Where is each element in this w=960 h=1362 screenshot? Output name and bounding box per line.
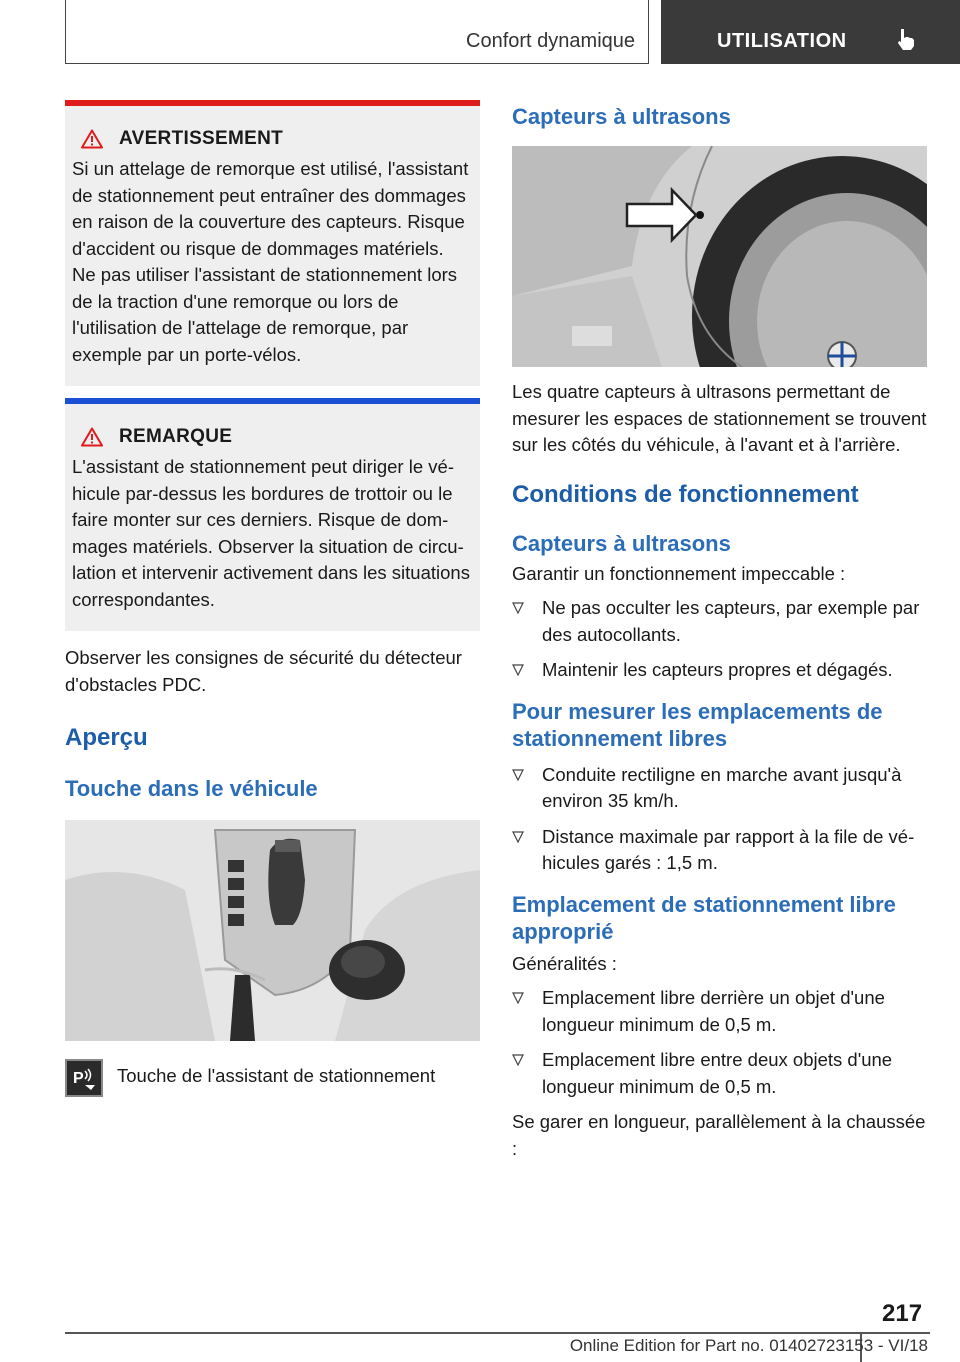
header-chapter-label: UTILISATION (717, 30, 847, 52)
pdc-safety-note: Observer les consignes de sécurité du détecteur d'obstacles PDC. (65, 647, 462, 695)
garer-text: Se garer en longueur, parallèlement à la chaussée : (512, 1111, 926, 1159)
list-item: Emplacement libre derrière un objet d'une longueur minimum de 0,5 m. (512, 985, 927, 1038)
notice-triangle-icon (81, 427, 103, 447)
warning-box (65, 100, 480, 386)
left-column (65, 100, 480, 1097)
emplacement-list (512, 985, 927, 1100)
header-chapter-tab (661, 0, 960, 64)
list-item: Emplacement libre entre deux objets d'une longueur minimum de 0,5 m. (512, 1047, 927, 1100)
list-item: Conduite rectiligne en marche avant jusqu'à environ 35 km/h. (512, 762, 927, 815)
sensor-photo (512, 146, 927, 367)
page-number: 217 (882, 1300, 923, 1327)
caption-row (65, 1059, 480, 1097)
parking-assistant-button-icon (65, 1059, 103, 1097)
warning-triangle-icon (81, 129, 103, 149)
notice-title-row (72, 426, 470, 448)
heading-touche-vehicule: Touche dans le véhicule (65, 776, 318, 801)
right-column (512, 100, 927, 1162)
console-photo (65, 820, 480, 1041)
list-item: Ne pas occulter les capteurs, par exemple par des autocollants. (512, 595, 927, 648)
garantir-text: Garantir un fonctionnement impeccable : (512, 562, 846, 584)
bullet-triangle-icon (512, 769, 524, 781)
warning-title: AVERTISSEMENT (119, 128, 284, 149)
warning-title-row (72, 128, 470, 150)
notice-text: L'assistant de stationnement peut diriger le véhicule par-dessus les bordures de trottoir ou le faire monter sur ces derniers. Risque de dommages matériels. Observer la situation de circulation et intervenir activement dans les situations correspondantes. (72, 456, 470, 610)
footer-divider (65, 1332, 930, 1334)
heading-capteurs-ultrasons: Capteurs à ultrasons (512, 104, 731, 129)
heading-apercu: Aperçu (65, 724, 148, 751)
notice-box (65, 398, 480, 631)
list-item: Maintenir les capteurs propres et dégagés. (512, 657, 927, 684)
bullet-triangle-icon (512, 664, 524, 676)
heading-capteurs-ultrasons-2: Capteurs à ultrasons (512, 530, 731, 556)
bullet-triangle-icon (512, 831, 524, 843)
bullet-triangle-icon (512, 992, 524, 1004)
bullet-triangle-icon (512, 602, 524, 614)
mesurer-list (512, 762, 927, 877)
heading-conditions: Conditions de fonctionnement (512, 480, 859, 508)
list-item: Distance maximale par rapport à la file de véhicules garés : 1,5 m. (512, 824, 927, 877)
heading-emplacement: Emplacement de stationnement libre approprié (512, 891, 896, 944)
svg-text:P: P (73, 1070, 84, 1087)
notice-title: REMARQUE (119, 426, 233, 447)
footer-edition: Online Edition for Part no. 01402723153 - VI/18 (569, 1336, 928, 1355)
header-section-title: Confort dynamique (466, 30, 635, 52)
capteurs-description: Les quatre capteurs à ultrasons permettant de mesurer les espaces de stationnement se trouvent sur les côtés du véhicule, à l'avant et à l'arrière. (512, 381, 927, 455)
heading-mesurer: Pour mesurer les emplacements de stationnement libres (512, 698, 883, 751)
capteurs-list (512, 595, 927, 684)
generalites-text: Généralités : (512, 952, 617, 974)
warning-text: Si un attelage de remorque est utilisé, l'assistant de stationnement peut entraîner des dommages en raison de la couverture des capteurs. Risque d'accident ou risque de dommages matériels. Ne pas utiliser l'assistant de stationnement lors de la traction d'une remorque ou lors de l'utilisation de l'attelage de remorque, par exemple par un porte-vélos. (72, 158, 469, 365)
caption-text: Touche de l'assistant de stationnement (117, 1065, 436, 1086)
bullet-triangle-icon (512, 1054, 524, 1066)
pointing-hand-icon (893, 26, 919, 52)
